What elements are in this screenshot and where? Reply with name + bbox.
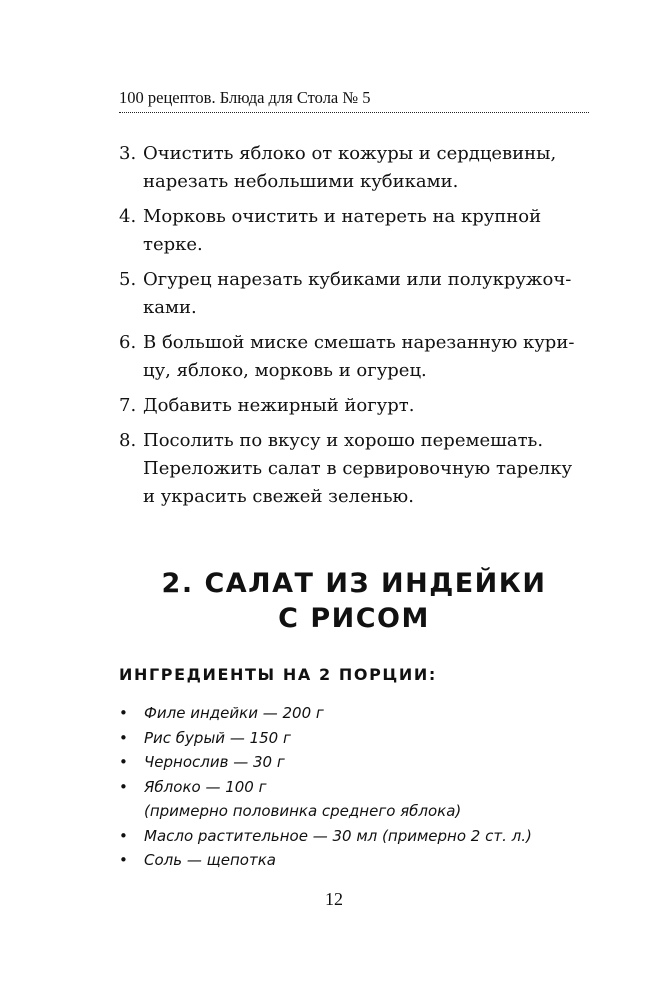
step-number: 3. (119, 143, 137, 164)
bullet-icon: • (119, 704, 128, 722)
step-item (119, 266, 589, 322)
step-number: 4. (119, 206, 137, 227)
step-item (119, 392, 589, 420)
bullet-icon: • (119, 753, 128, 771)
step-item (119, 203, 589, 259)
running-header: 100 рецептов. Блюда для Стола № 5 (119, 88, 371, 107)
step-text: Морковь очистить и натереть на крупной (143, 206, 542, 227)
step-text: Очистить яблоко от кожуры и сердцевины, (143, 143, 557, 164)
ingredients-heading: ИНГРЕДИЕНТЫ НА 2 ПОРЦИИ: (119, 665, 437, 684)
ingredient-text: Яблоко — 100 г (144, 777, 267, 796)
ingredient-text: Филе индейки — 200 г (144, 704, 324, 722)
bullet-icon: • (119, 851, 128, 869)
step-text: и украсить свежей зеленью. (143, 486, 414, 507)
page-number: 12 (325, 889, 343, 909)
ingredient-text: Соль — щепотка (144, 851, 276, 869)
steps-list (119, 140, 589, 518)
step-item (119, 427, 589, 511)
ingredient-text: Масло растительное — 30 мл (примерно 2 ст. л.) (144, 826, 532, 845)
ingredient-item (119, 750, 589, 775)
ingredient-item (119, 824, 589, 849)
bullet-icon: • (119, 777, 128, 796)
ingredient-text: Рис бурый — 150 г (144, 728, 291, 747)
recipe-title-line: 2. САЛАТ ИЗ ИНДЕЙКИ (161, 568, 547, 599)
ingredient-note: (примерно половинка среднего яблока) (144, 802, 462, 820)
ingredient-item (119, 701, 589, 726)
ingredient-item (119, 775, 589, 824)
step-item (119, 329, 589, 385)
step-number: 7. (119, 395, 137, 416)
step-number: 8. (119, 430, 137, 451)
step-number: 6. (119, 332, 137, 353)
bullet-icon: • (119, 728, 128, 747)
step-text: Огурец нарезать кубиками или полукружоч- (143, 269, 572, 290)
step-text: ками. (143, 297, 197, 318)
step-text: В большой миске смешать нарезанную кури- (143, 332, 575, 353)
ingredients-list (119, 701, 589, 873)
recipe-title-line: С РИСОМ (278, 603, 430, 634)
step-number: 5. (119, 269, 137, 290)
step-text: Посолить по вкусу и хорошо перемешать. (143, 430, 544, 451)
step-text: Добавить нежирный йогурт. (143, 395, 415, 416)
ingredient-item (119, 726, 589, 751)
ingredient-text: Чернослив — 30 г (144, 753, 285, 771)
step-text: Переложить салат в сервировочную тарелку (143, 458, 573, 479)
step-text: терке. (143, 234, 203, 255)
step-text: цу, яблоко, морковь и огурец. (143, 360, 427, 381)
step-text: нарезать небольшими кубиками. (143, 171, 459, 192)
header-divider (119, 112, 589, 113)
ingredient-item (119, 848, 589, 873)
step-item (119, 140, 589, 196)
recipe-title (119, 566, 589, 636)
bullet-icon: • (119, 826, 128, 845)
